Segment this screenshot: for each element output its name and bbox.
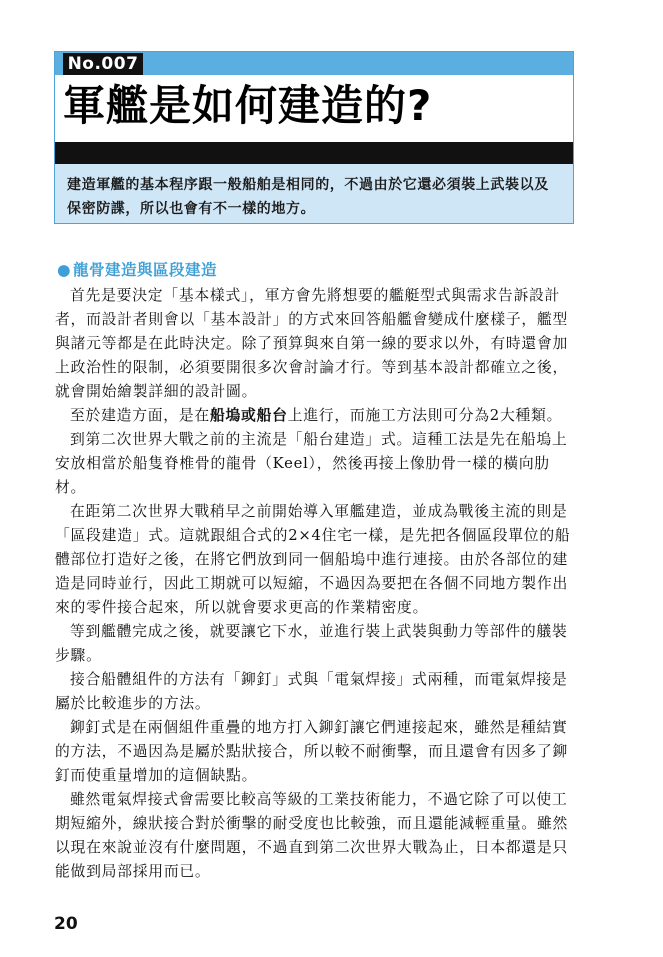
paragraph-7: 鉚釘式是在兩個組件重疊的地方打入鉚釘讓它們連接起來，雖然是種結實的方法，不過因為是屬於點狀接合，所以較不耐衝擊，而且還會有因多了鉚釘而使重量增加的這個缺點。 bbox=[55, 719, 569, 784]
paragraph-2-after: 上進行，而施工方法則可分為2大種類。 bbox=[287, 407, 563, 424]
paragraph-3: 到第二次世界大戰之前的主流是「船台建造」式。這種工法是先在船塢上安放相當於船隻脊椎骨的龍骨（Keel），然後再接上像肋骨一樣的橫向肋材。 bbox=[55, 431, 568, 496]
header-divider-bar bbox=[55, 142, 573, 164]
section-heading-text: 龍骨建造與區段建造 bbox=[73, 261, 218, 279]
bullet-icon: ● bbox=[57, 261, 72, 279]
page-title: 軍艦是如何建造的? bbox=[63, 81, 433, 130]
paragraph-8: 雖然電氣焊接式會需要比較高等級的工業技術能力，不過它除了可以使工期短縮外，線狀接合對於衝擊的耐受度也比較強，而且還能減輕重量。雖然以現在來說並沒有什麼問題，不過直到第二次世界大戰為止，日本都還是只能做到局部採用而已。 bbox=[55, 791, 569, 880]
emphasis-shipyard: 船塢或船台 bbox=[209, 407, 288, 424]
paragraph-6: 接合船體組件的方法有「鉚釘」式與「電氣焊接」式兩種，而電氣焊接是屬於比較進步的方法。 bbox=[55, 671, 568, 712]
paragraph-4: 在距第二次世界大戰稍早之前開始導入軍艦建造，並成為戰後主流的則是「區段建造」式。這就跟組合式的2×4住宅一樣，是先把各個區段單位的船體部位打造好之後，在將它們放到同一個船塢中進行連接。由於各部位的建造是同時並行，因此工期就可以短縮，不過因為要把在各個不同地方製作出來的零件接合起來，所以就會要求更高的作業精密度。 bbox=[55, 503, 571, 616]
section-heading bbox=[57, 259, 217, 281]
chapter-header bbox=[54, 51, 574, 224]
paragraph-2 bbox=[55, 404, 580, 428]
paragraph-1: 首先是要決定「基本樣式」，軍方會先將想要的艦艇型式與需求告訴設計者，而設計者則會以「基本設計」的方式來回答船艦會變成什麼樣子，艦型與諸元等都是在此時決定。除了預算與來自第一線的要求以外，有時還會加上政治性的限制，必須要開很多次會討論才行。等到基本設計都確立之後，就會開始繪製詳細的設計圖。 bbox=[55, 287, 569, 400]
header-top-bar bbox=[55, 52, 573, 75]
page-number: 20 bbox=[54, 914, 78, 934]
chapter-number-badge: No.007 bbox=[63, 53, 143, 75]
paragraph-2-before: 至於建造方面，是在 bbox=[70, 407, 210, 424]
intro-summary: 建造軍艦的基本程序跟一般船舶是相同的，不過由於它還必須裝上武裝以及保密防諜，所以也會有不一樣的地方。 bbox=[55, 164, 573, 223]
paragraph-5: 等到艦體完成之後，就要讓它下水，並進行裝上武裝與動力等部件的艤裝步驟。 bbox=[55, 623, 568, 664]
article-body bbox=[55, 284, 580, 884]
